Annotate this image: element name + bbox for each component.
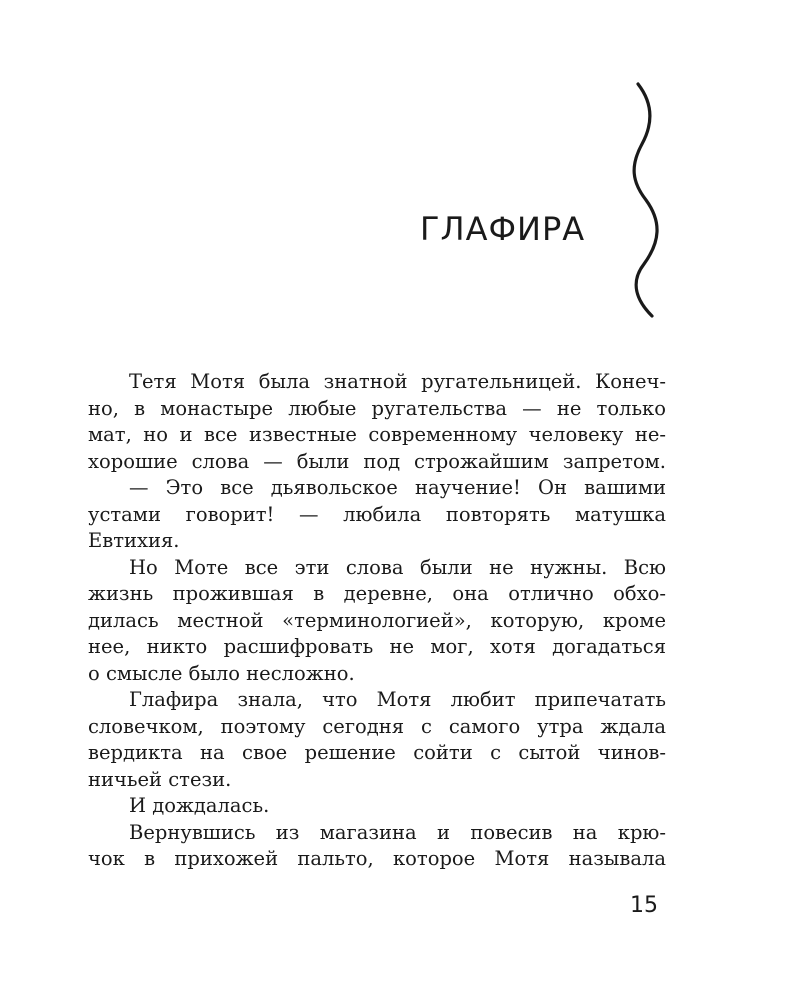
text-line: Глафира знала, что Мотя любит припечатать [129, 688, 666, 711]
text-line: чок в прихожей пальто, которое Мотя называла [88, 847, 666, 870]
text-line: нее, никто расшифровать не мог, хотя догадаться [88, 635, 666, 658]
text-line: Но Моте все эти слова были не нужны. Всю [129, 555, 666, 579]
text-line: Вернувшись из магазина и повесив на крю- [129, 820, 666, 844]
text-line: вердикта на свое решение сойти с сытой чинов- [88, 741, 666, 764]
text-line: но, в монастыре любые ругательства — не только [88, 396, 666, 420]
text-line: устами говорит! — любила повторять матушка [88, 502, 666, 526]
text-line: словечком, поэтому сегодня с самого утра ждала [88, 714, 666, 738]
text-line: И дождалась. [129, 794, 270, 817]
text-line: жизнь прожившая в деревне, она отлично обхо- [88, 582, 666, 605]
text-line: Тетя Мотя была знатной ругательницей. Конеч- [129, 370, 666, 393]
text-line: о смысле было несложно. [88, 661, 355, 685]
text-line: ничьей стези. [88, 767, 232, 791]
page-number: 15 [630, 893, 658, 918]
text-line: хорошие слова — были под строжайшим запретом. [88, 449, 666, 473]
chapter-title: ГЛАФИРА [420, 210, 586, 248]
wavy-line-icon [618, 82, 668, 318]
text-line: мат, но и все известные современному человеку не- [88, 423, 666, 446]
text-line: — Это все дьявольское научение! Он вашими [129, 476, 666, 499]
body-text [88, 369, 666, 873]
text-line: Евтихия. [88, 529, 180, 552]
text-line: дилась местной «терминологией», которую, кроме [88, 608, 666, 632]
